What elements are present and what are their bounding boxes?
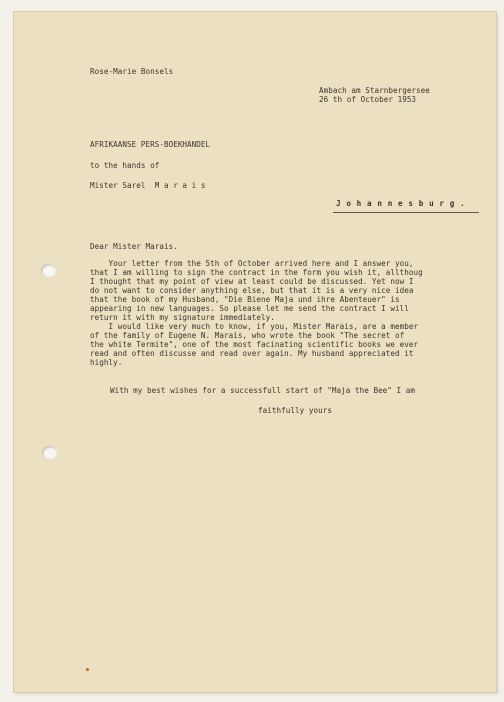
body-line: do not want to consider anything else, but that it is a very nice idea <box>90 286 414 295</box>
recipient-name: Mister Sarel M a r a i s <box>90 181 206 190</box>
letter-page <box>14 12 496 692</box>
body-line: of the family of Eugene N. Marais, who wrote the book "The secret of <box>90 331 405 340</box>
sender-place: Ambach am Starnbergersee <box>319 86 430 95</box>
recipient-attention: to the hands of <box>90 161 160 170</box>
body-line: read and often discusse and read over again. My husband appreciated it <box>90 349 414 358</box>
recipient-company: AFRIKAANSE PERS-BOEKHANDEL <box>90 140 211 149</box>
body-line: the white Termite", one of the most facinating scientific books we ever <box>90 340 419 349</box>
letter-date: 26 th of October 1953 <box>319 95 417 104</box>
body-line: that I am willing to sign the contract in the form you wish it, allthoug <box>90 268 423 277</box>
closing-line: With my best wishes for a successfull start of "Maja the Bee" I am <box>110 386 416 395</box>
body-line: appearing in new languages. So please let me send the contract I will <box>90 304 409 313</box>
punch-hole <box>41 264 56 277</box>
body-line: Your letter from the 5th of October arrived here and I answer you, <box>90 259 414 268</box>
signoff: faithfully yours <box>258 406 332 415</box>
body-line: highly. <box>90 358 123 367</box>
body-line: I thought that my point of view at least could be discussed. Yet now I <box>90 277 414 286</box>
recipient-city: J o h a n n e s b u r g . <box>336 199 466 208</box>
body-line: that the book of my Husband, "Die Biene Maja und ihre Abenteuer" is <box>90 295 400 304</box>
city-underline <box>333 212 479 213</box>
punch-hole <box>42 446 57 459</box>
paper-speck <box>86 668 89 671</box>
body-line: I would like very much to know, if you, Mister Marais, are a member <box>90 322 419 331</box>
sender-name: Rose-Marie Bonsels <box>90 67 174 76</box>
body-line: return it with my signature immediately. <box>90 313 275 322</box>
salutation: Dear Mister Marais. <box>90 242 178 251</box>
